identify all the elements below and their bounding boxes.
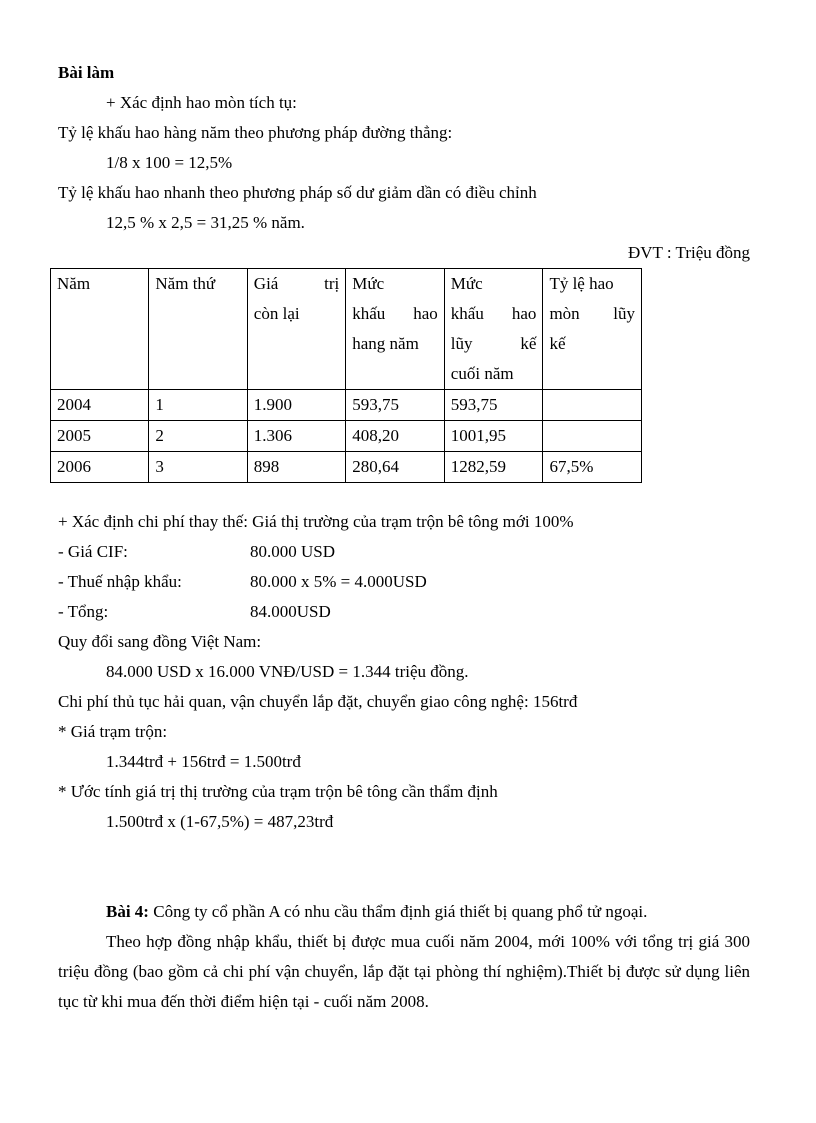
table-cell	[543, 421, 642, 452]
cost-item	[58, 537, 750, 567]
table-cell: 280,64	[346, 452, 445, 483]
cost-item-label: - Tổng:	[58, 602, 109, 621]
table-row	[51, 390, 642, 421]
table-cell	[543, 390, 642, 421]
table-cell: 2004	[51, 390, 149, 421]
table-spacer	[58, 483, 750, 507]
table-header-row	[51, 269, 642, 390]
page-heading: Bài làm	[58, 63, 115, 82]
table-cell: 593,75	[346, 390, 445, 421]
intro-line: 1/8 x 100 = 12,5%	[106, 153, 233, 172]
exercise-title-text: Công ty cổ phần A có nhu cầu thẩm định giá thiết bị quang phổ tử ngoại.	[148, 902, 648, 921]
cost-item-value: 80.000 x 5% = 4.000USD	[250, 572, 427, 591]
cost-item	[58, 597, 750, 627]
table-cell: 1282,59	[444, 452, 543, 483]
exercise-title	[58, 897, 750, 927]
header-cell-accumulated-wear-rate: Tỷ lệ hao mòn lũy kế	[543, 269, 642, 390]
header-cell-year-index: Năm thứ	[149, 269, 247, 390]
cost-item-value: 80.000 USD	[250, 542, 336, 561]
replacement-title: + Xác định chi phí thay thế: Giá thị trường của trạm trộn bê tông mới 100%	[58, 512, 574, 531]
cost-item-label: - Thuế nhập khẩu:	[58, 572, 182, 591]
header-cell-remaining-value: Giá trị còn lại	[247, 269, 345, 390]
cost-item	[58, 567, 750, 597]
exercise-paragraph: Theo hợp đồng nhập khẩu, thiết bị được mua cuối năm 2004, mới 100% với tổng trị giá 300 triệu đồng (bao gồm cả chi phí vận chuyển, lắp đặt tại phòng thí nghiệm).Thiết bị được sử dụng liên tục từ khi mua đến thời điểm hiện tại - cuối năm 2008.	[58, 932, 750, 1011]
calc-line: Chi phí thủ tục hải quan, vận chuyển lắp đặt, chuyển giao công nghệ: 156trđ	[58, 692, 578, 711]
cost-item-label: - Giá CIF:	[58, 542, 128, 561]
table-cell: 593,75	[444, 390, 543, 421]
cost-item-value: 84.000USD	[250, 602, 331, 621]
intro-line: 12,5 % x 2,5 = 31,25 % năm.	[106, 213, 305, 232]
table-cell: 2006	[51, 452, 149, 483]
table-cell: 2005	[51, 421, 149, 452]
intro-line: Tỷ lệ khấu hao nhanh theo phương pháp số dư giảm dần có điều chỉnh	[58, 183, 537, 202]
table-cell: 408,20	[346, 421, 445, 452]
header-cell-accumulated-depreciation: Mức khấu hao lũy kế cuối năm	[444, 269, 543, 390]
calc-line: 1.344trđ + 156trđ = 1.500trđ	[106, 752, 301, 771]
header-cell-year: Năm	[51, 269, 149, 390]
table-cell: 898	[247, 452, 345, 483]
intro-line: Tỷ lệ khấu hao hàng năm theo phương pháp đường thẳng:	[58, 123, 453, 142]
calc-line: * Ước tính giá trị thị trường của trạm trộn bê tông cần thẩm định	[58, 782, 498, 801]
calc-line: Quy đổi sang đồng Việt Nam:	[58, 632, 262, 651]
header-cell-annual-depreciation: Mức khấu hao hang năm	[346, 269, 445, 390]
calc-line: 84.000 USD x 16.000 VNĐ/USD = 1.344 triệu đồng.	[106, 662, 469, 681]
table-cell: 67,5%	[543, 452, 642, 483]
table-cell: 1001,95	[444, 421, 543, 452]
depreciation-table	[50, 268, 642, 483]
table-cell: 2	[149, 421, 247, 452]
unit-label: ĐVT : Triệu đồng	[627, 243, 750, 262]
table-row	[51, 452, 642, 483]
exercise-label: Bài 4:	[106, 902, 149, 921]
calc-line: * Giá trạm trộn:	[58, 722, 168, 741]
table-cell: 1	[149, 390, 247, 421]
intro-line: + Xác định hao mòn tích tụ:	[106, 93, 297, 112]
section-spacer	[58, 867, 750, 897]
table-row	[51, 421, 642, 452]
document-page	[58, 58, 750, 1017]
calc-line: 1.500trđ x (1-67,5%) = 487,23trđ	[106, 812, 334, 831]
table-cell: 3	[149, 452, 247, 483]
section-spacer	[58, 837, 750, 867]
table-cell: 1.900	[247, 390, 345, 421]
table-cell: 1.306	[247, 421, 345, 452]
